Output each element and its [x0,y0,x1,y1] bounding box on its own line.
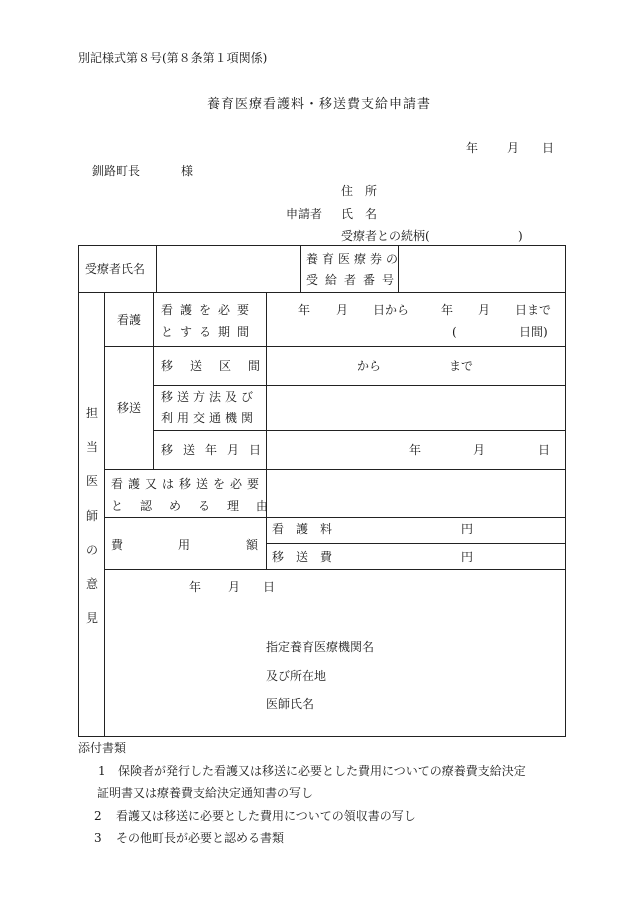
doctor-name-label: 医師氏名 [266,697,315,711]
addressee-name: 釧路町長 [92,164,141,178]
institution-label: 指定養育医療機関名 [266,640,375,654]
transport-group-label: 移送 [117,401,142,415]
location-label: 及び所在地 [266,669,327,683]
transport-method-label-line1: 移送方法及び [161,390,258,404]
applicant-name-label: 氏 名 [341,207,378,221]
cert-label-line1: 養育医療券の [306,252,403,266]
relation-label: 受療者との続柄( [341,229,430,243]
nursing-period-label-line2: とする期間 [161,325,257,339]
relation-close: ) [518,229,523,243]
reason-label-line2: と認める理由 [111,499,286,513]
reason-field[interactable] [267,470,564,516]
transport-section-label: 移送区間 [161,359,278,373]
nursing-fee-label: 看 護 料 [272,522,333,536]
form-title: 養育医療看護料・移送費支給申請書 [207,97,432,112]
transport-method-label-line2: 利用交通機関 [161,411,258,425]
nursing-group-label: 看護 [117,313,142,327]
transport-date-label: 移送年月日 [161,443,272,457]
addressee-honorific: 様 [181,164,194,178]
nursing-period-label-line1: 看護を必要 [161,303,257,317]
attachments-heading: 添付書類 [78,741,127,755]
patient-name-label: 受療者氏名 [85,262,146,276]
patient-name-field[interactable] [157,246,299,291]
transport-fee-yen: 円 [461,550,474,564]
transport-fee-label: 移 送 費 [272,550,333,564]
form-number: 別記様式第８号(第８条第１項関係) [78,51,268,65]
reason-label-line1: 看護又は移送を必要 [111,477,265,491]
nursing-fee-yen: 円 [461,522,474,536]
applicant-role-label: 申請者 [286,207,323,221]
recipient-number-field[interactable] [399,246,564,291]
transport-method-field[interactable] [267,386,564,429]
cert-label-line2: 受給者番号 [306,273,402,287]
applicant-address-label: 住 所 [341,184,378,198]
